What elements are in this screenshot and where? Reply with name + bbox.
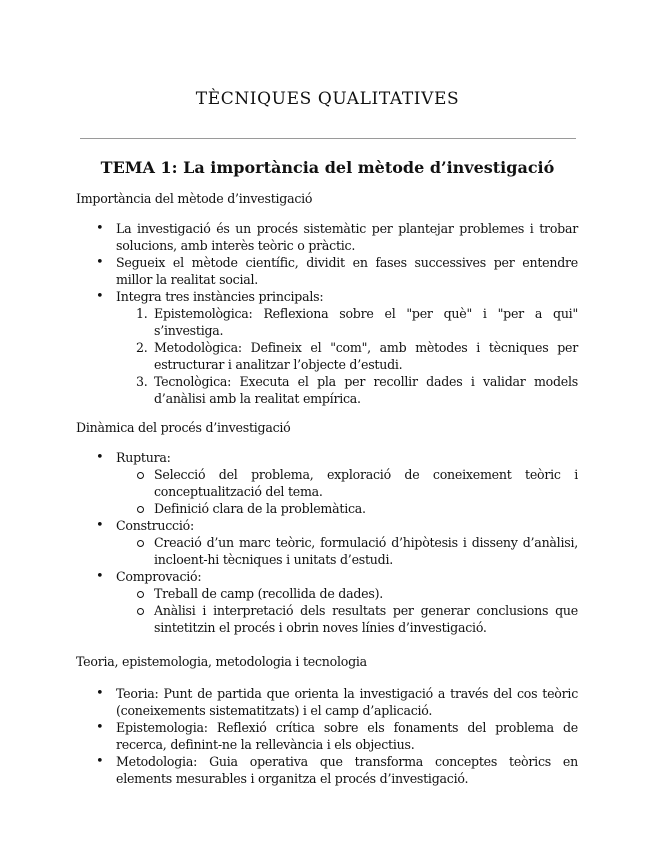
sub-list-item	[116, 585, 578, 602]
sub-item-text: Creació d’un marc teòric, formulació d’hipòtesis i disseny d’anàlisi, incloent-hi tècniques i unitats d’estudi.	[154, 535, 578, 567]
list-item	[76, 568, 578, 636]
list-item-text: Segueix el mètode científic, dividit en fases successives per entendre millor la realitat social.	[116, 255, 578, 287]
list-item	[76, 753, 578, 787]
list-item-text: Comprovació:	[116, 569, 202, 584]
sub-item-text: Definició clara de la problemàtica.	[154, 501, 366, 516]
list-item	[76, 517, 578, 568]
sub-item-text: Selecció del problema, exploració de coneixement teòric i conceptualització del tema.	[154, 467, 578, 499]
bullet-list	[76, 685, 578, 787]
list-item-text: Teoria: Punt de partida que orienta la investigació a través del cos teòric (coneixements sistematitzats) i el camp d’aplicació.	[116, 686, 578, 718]
section-heading: Importància del mètode d’investigació	[76, 191, 313, 206]
list-item-text: Integra tres instàncies principals:	[116, 289, 324, 304]
sub-list-item	[116, 466, 578, 500]
sub-list-item	[116, 534, 578, 568]
numbered-item-text: Metodològica: Defineix el "com", amb mètodes i tècniques per estructurar i analitzar l’objecte d’estudi.	[154, 340, 578, 372]
list-item	[76, 288, 578, 407]
list-item-text: Metodologia: Guia operativa que transforma conceptes teòrics en elements mesurables i organitza el procés d’investigació.	[116, 754, 578, 786]
item-number: 1.	[136, 306, 148, 321]
list-item-text: Epistemologia: Reflexió crítica sobre els fonaments del problema de recerca, definint-ne la rellevància i els objectius.	[116, 720, 578, 752]
item-number: 2.	[136, 340, 148, 355]
numbered-item-text: Tecnològica: Executa el pla per recollir dades i validar models d’anàlisi amb la realitat empírica.	[154, 374, 578, 406]
numbered-sublist	[116, 305, 578, 407]
item-number: 3.	[136, 374, 148, 389]
sub-list-item	[116, 500, 578, 517]
sub-list-item	[116, 602, 578, 636]
title-divider	[80, 138, 576, 139]
list-item	[76, 685, 578, 719]
list-item	[76, 719, 578, 753]
tema-title: TEMA 1: La importància del mètode d’investigació	[100, 158, 555, 177]
section-heading: Dinàmica del procés d’investigació	[76, 420, 291, 435]
circle-sublist	[116, 585, 578, 636]
circle-sublist	[116, 466, 578, 517]
document-title: TÈCNIQUES QUALITATIVES	[195, 89, 460, 109]
circle-sublist	[116, 534, 578, 568]
numbered-item	[116, 339, 578, 373]
sub-item-text: Treball de camp (recollida de dades).	[154, 586, 383, 601]
numbered-item	[116, 305, 578, 339]
list-item	[76, 220, 578, 254]
list-item-text: La investigació és un procés sistemàtic per plantejar problemes i trobar solucions, amb interès teòric o pràctic.	[116, 221, 578, 253]
numbered-item	[116, 373, 578, 407]
section-heading: Teoria, epistemologia, metodologia i tecnologia	[76, 654, 367, 669]
list-item	[76, 449, 578, 517]
bullet-list	[76, 449, 578, 636]
list-item-text: Ruptura:	[116, 450, 171, 465]
list-item	[76, 254, 578, 288]
sub-item-text: Anàlisi i interpretació dels resultats per generar conclusions que sintetitzin el procés i obrin noves línies d’investigació.	[154, 603, 578, 635]
bullet-list	[76, 220, 578, 407]
numbered-item-text: Epistemològica: Reflexiona sobre el "per què" i "per a qui" s’investiga.	[154, 306, 578, 338]
document-content	[76, 190, 578, 787]
list-item-text: Construcció:	[116, 518, 194, 533]
